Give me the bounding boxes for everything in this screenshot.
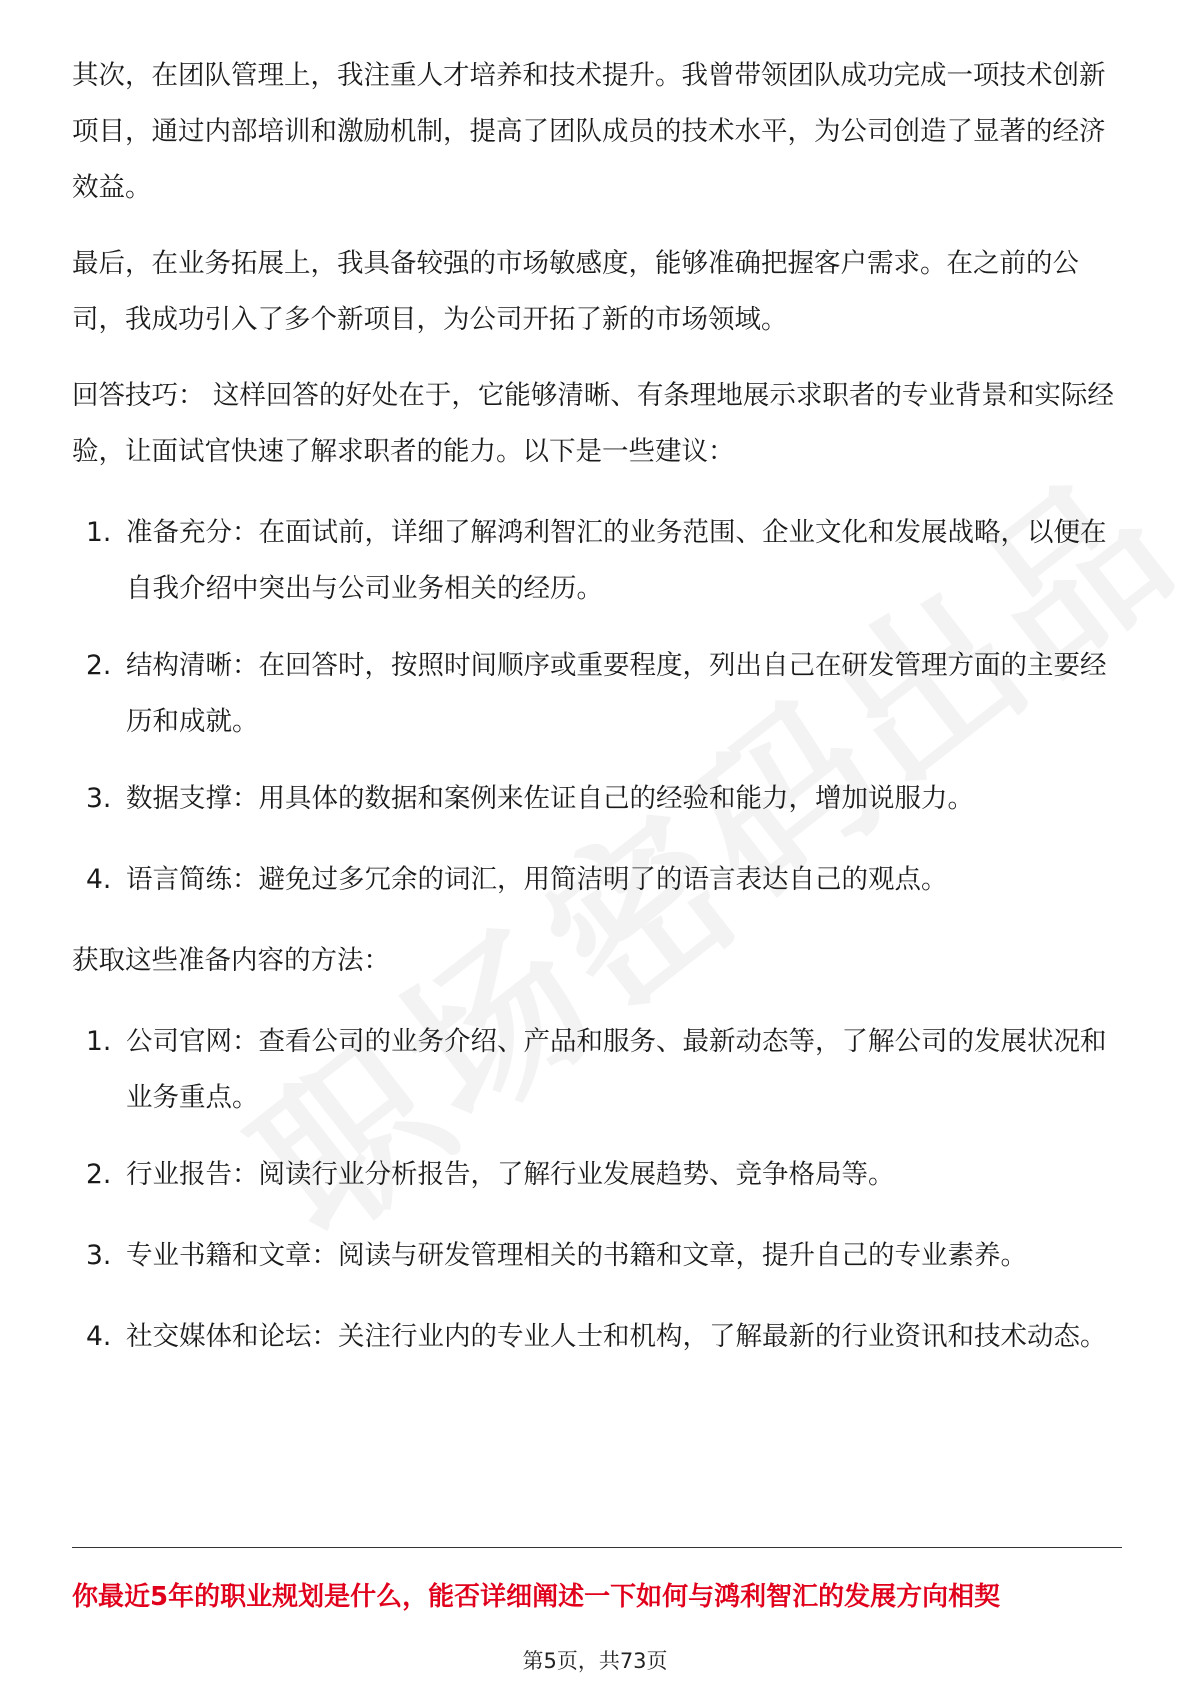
methods-heading: 获取这些准备内容的方法： [72,945,390,976]
list-item [72,505,1122,617]
next-question-heading: 你最近5年的职业规划是什么，能否详细阐述一下如何与鸿利智汇的发展方向相契 [72,1582,1001,1612]
list-item-text: 语言简练：避免过多冗余的词汇，用简洁明了的语言表达自己的观点。 [126,864,948,895]
list-item-text: 专业书籍和文章：阅读与研发管理相关的书籍和文章，提升自己的专业素养。 [126,1240,1027,1271]
list-item-text: 数据支撑：用具体的数据和案例来佐证自己的经验和能力，增加说服力。 [126,783,974,814]
list-item-text: 准备充分：在面试前，详细了解鸿利智汇的业务范围、企业文化和发展战略，以便在自我介绍中突出与公司业务相关的经历。 [126,517,1107,604]
list-item [72,1147,1122,1203]
list-item-number: 1. [86,1026,112,1057]
list-item [72,771,1122,827]
list-item [72,1228,1122,1284]
list-item [72,1309,1122,1365]
list-item-number: 2. [86,650,112,681]
list-item-number: 3. [86,783,112,814]
list-item-text: 社交媒体和论坛：关注行业内的专业人士和机构，了解最新的行业资讯和技术动态。 [126,1321,1107,1352]
list-item [72,852,1122,908]
page-number: 第5页，共73页 [522,1649,668,1673]
list-item-number: 1. [86,517,112,548]
list-item-number: 3. [86,1240,112,1271]
paragraph-team-management: 其次，在团队管理上，我注重人才培养和技术提升。我曾带领团队成功完成一项技术创新项目，通过内部培训和激励机制，提高了团队成员的技术水平，为公司创造了显著的经济效益。 [72,60,1106,203]
paragraph-business-expansion: 最后，在业务拓展上，我具备较强的市场敏感度，能够准确把握客户需求。在之前的公司，我成功引入了多个新项目，为公司开拓了新的市场领域。 [72,248,1079,335]
list-item-number: 4. [86,1321,112,1352]
list-item-number: 4. [86,864,112,895]
list-item-text: 结构清晰：在回答时，按照时间顺序或重要程度，列出自己在研发管理方面的主要经历和成就。 [126,650,1107,737]
paragraph-answer-tips: 回答技巧： 这样回答的好处在于，它能够清晰、有条理地展示求职者的专业背景和实际经验，让面试官快速了解求职者的能力。以下是一些建议： [72,380,1114,467]
list-item-text: 行业报告：阅读行业分析报告，了解行业发展趋势、竞争格局等。 [126,1159,895,1190]
list-item [72,1014,1122,1126]
list-item-number: 2. [86,1159,112,1190]
section-divider [72,1547,1122,1548]
list-item [72,638,1122,750]
list-item-text: 公司官网：查看公司的业务介绍、产品和服务、最新动态等，了解公司的发展状况和业务重点。 [126,1026,1107,1113]
